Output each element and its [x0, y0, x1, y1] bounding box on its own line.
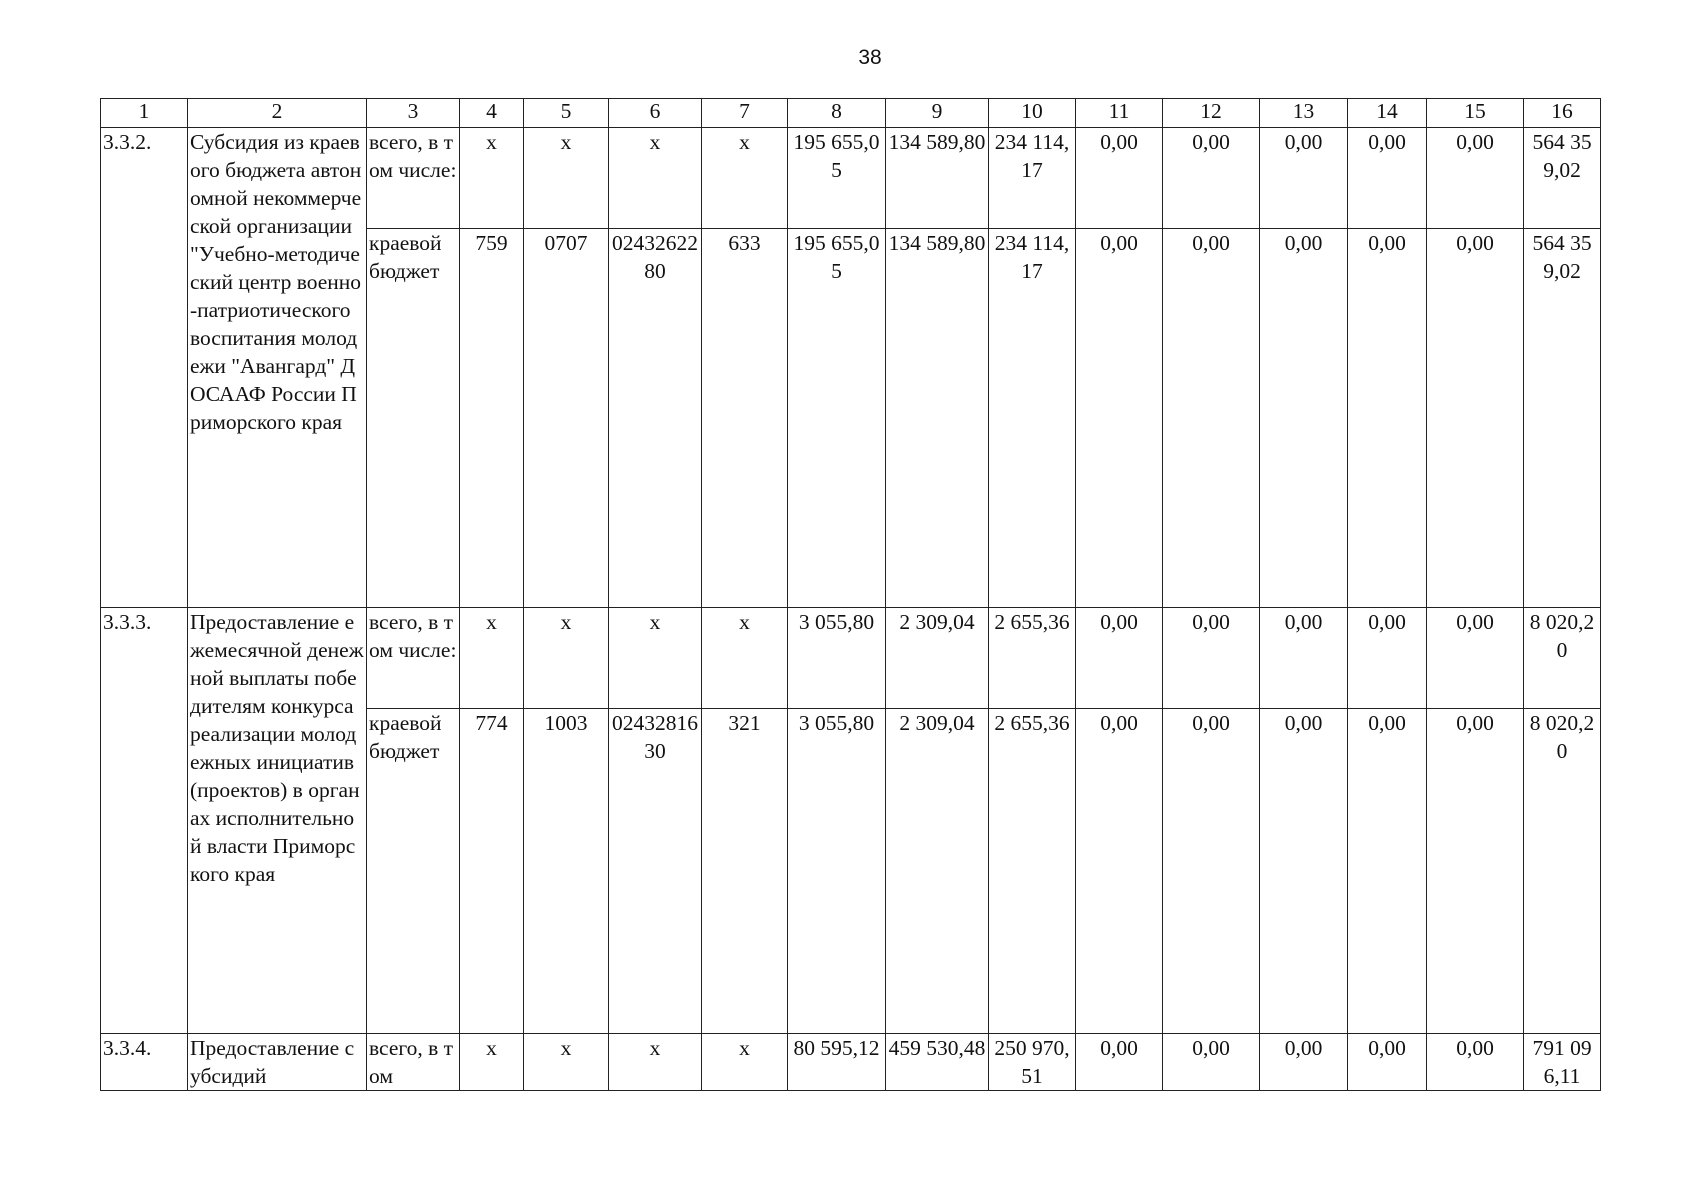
- item-name: Предоставление субсидий: [188, 1034, 367, 1091]
- table-cell: 0,00: [1260, 709, 1348, 1034]
- table-cell: 321: [702, 709, 788, 1034]
- item-code: 3.3.3.: [101, 608, 188, 1034]
- header-row: [101, 99, 1601, 128]
- item-name: Субсидия из краевого бюджета автономной некоммерческой организации "Учебно-методический центр военно-патриотического воспитания молодежи "Авангард" ДОСААФ России Приморского края: [188, 128, 367, 608]
- table-cell: 134 589,80: [886, 128, 989, 229]
- table-cell: 0,00: [1163, 709, 1260, 1034]
- table-cell: 0,00: [1427, 608, 1524, 709]
- table-cell: 0,00: [1260, 608, 1348, 709]
- table-cell: 2 309,04: [886, 608, 989, 709]
- funding-source: краевой бюджет: [367, 229, 460, 608]
- table-cell: 80 595,12: [788, 1034, 886, 1091]
- table-cell: x: [702, 608, 788, 709]
- column-header: 8: [788, 99, 886, 128]
- column-header: 4: [460, 99, 524, 128]
- table-cell: x: [702, 1034, 788, 1091]
- column-header: 5: [524, 99, 609, 128]
- table-cell: 774: [460, 709, 524, 1034]
- table-cell: 564 359,02: [1524, 128, 1601, 229]
- table-cell: x: [460, 608, 524, 709]
- column-header: 15: [1427, 99, 1524, 128]
- table-cell: 791 096,11: [1524, 1034, 1601, 1091]
- table-cell: 3 055,80: [788, 709, 886, 1034]
- column-header: 14: [1348, 99, 1427, 128]
- column-header: 10: [989, 99, 1076, 128]
- table-cell: x: [524, 1034, 609, 1091]
- column-header: 16: [1524, 99, 1601, 128]
- table-cell: 459 530,48: [886, 1034, 989, 1091]
- funding-source: краевой бюджет: [367, 709, 460, 1034]
- item-name: Предоставление ежемесячной денежной выплаты победителям конкурса реализации молодежных инициатив (проектов) в органах исполнительной власти Приморского края: [188, 608, 367, 1034]
- funding-source: всего, в том числе:: [367, 608, 460, 709]
- table-cell: x: [609, 128, 702, 229]
- table-cell: 250 970,51: [989, 1034, 1076, 1091]
- table-cell: 0,00: [1163, 608, 1260, 709]
- column-header: 3: [367, 99, 460, 128]
- table-cell: 0,00: [1348, 229, 1427, 608]
- column-header: 11: [1076, 99, 1163, 128]
- table-cell: x: [524, 128, 609, 229]
- table-row: [101, 608, 1601, 709]
- table-cell: x: [460, 1034, 524, 1091]
- table-cell: 0243262280: [609, 229, 702, 608]
- table-cell: 0,00: [1348, 128, 1427, 229]
- table-cell: 2 655,36: [989, 608, 1076, 709]
- table-cell: 0,00: [1427, 229, 1524, 608]
- table-cell: 195 655,05: [788, 128, 886, 229]
- table-cell: 0,00: [1076, 709, 1163, 1034]
- table-cell: 0,00: [1163, 229, 1260, 608]
- column-header: 12: [1163, 99, 1260, 128]
- table-cell: 0,00: [1427, 128, 1524, 229]
- table-cell: 0,00: [1260, 1034, 1348, 1091]
- column-header: 13: [1260, 99, 1348, 128]
- table-cell: 0,00: [1348, 709, 1427, 1034]
- table-row: [101, 1034, 1601, 1091]
- table-cell: 0,00: [1163, 128, 1260, 229]
- table-cell: x: [460, 128, 524, 229]
- table-cell: 0,00: [1427, 1034, 1524, 1091]
- table-cell: 0,00: [1076, 608, 1163, 709]
- table-cell: 0,00: [1427, 709, 1524, 1034]
- table-cell: x: [702, 128, 788, 229]
- table-cell: 633: [702, 229, 788, 608]
- column-header: 2: [188, 99, 367, 128]
- table-cell: 0,00: [1076, 1034, 1163, 1091]
- table-cell: 234 114,17: [989, 229, 1076, 608]
- table-cell: 0,00: [1260, 229, 1348, 608]
- budget-table: [100, 98, 1601, 1091]
- column-header: 9: [886, 99, 989, 128]
- table-cell: 0,00: [1348, 1034, 1427, 1091]
- column-header: 7: [702, 99, 788, 128]
- item-code: 3.3.4.: [101, 1034, 188, 1091]
- table-cell: 0,00: [1163, 1034, 1260, 1091]
- column-header: 6: [609, 99, 702, 128]
- table-cell: x: [609, 608, 702, 709]
- table-cell: 134 589,80: [886, 229, 989, 608]
- table-cell: 195 655,05: [788, 229, 886, 608]
- funding-source: всего, в том числе:: [367, 128, 460, 229]
- table-cell: 0,00: [1076, 229, 1163, 608]
- table-cell: 2 655,36: [989, 709, 1076, 1034]
- column-header: 1: [101, 99, 188, 128]
- table-cell: 564 359,02: [1524, 229, 1601, 608]
- page-number: 38: [858, 46, 882, 69]
- table-cell: 0,00: [1260, 128, 1348, 229]
- table-cell: x: [609, 1034, 702, 1091]
- table-cell: 8 020,20: [1524, 608, 1601, 709]
- table-cell: 234 114,17: [989, 128, 1076, 229]
- table-cell: 0,00: [1348, 608, 1427, 709]
- table-cell: 3 055,80: [788, 608, 886, 709]
- table-cell: 2 309,04: [886, 709, 989, 1034]
- item-code: 3.3.2.: [101, 128, 188, 608]
- table-cell: 0707: [524, 229, 609, 608]
- funding-source: всего, в том: [367, 1034, 460, 1091]
- table-cell: x: [524, 608, 609, 709]
- table-cell: 0,00: [1076, 128, 1163, 229]
- table-cell: 1003: [524, 709, 609, 1034]
- table-cell: 0243281630: [609, 709, 702, 1034]
- table-cell: 8 020,20: [1524, 709, 1601, 1034]
- table-cell: 759: [460, 229, 524, 608]
- table-row: [101, 128, 1601, 229]
